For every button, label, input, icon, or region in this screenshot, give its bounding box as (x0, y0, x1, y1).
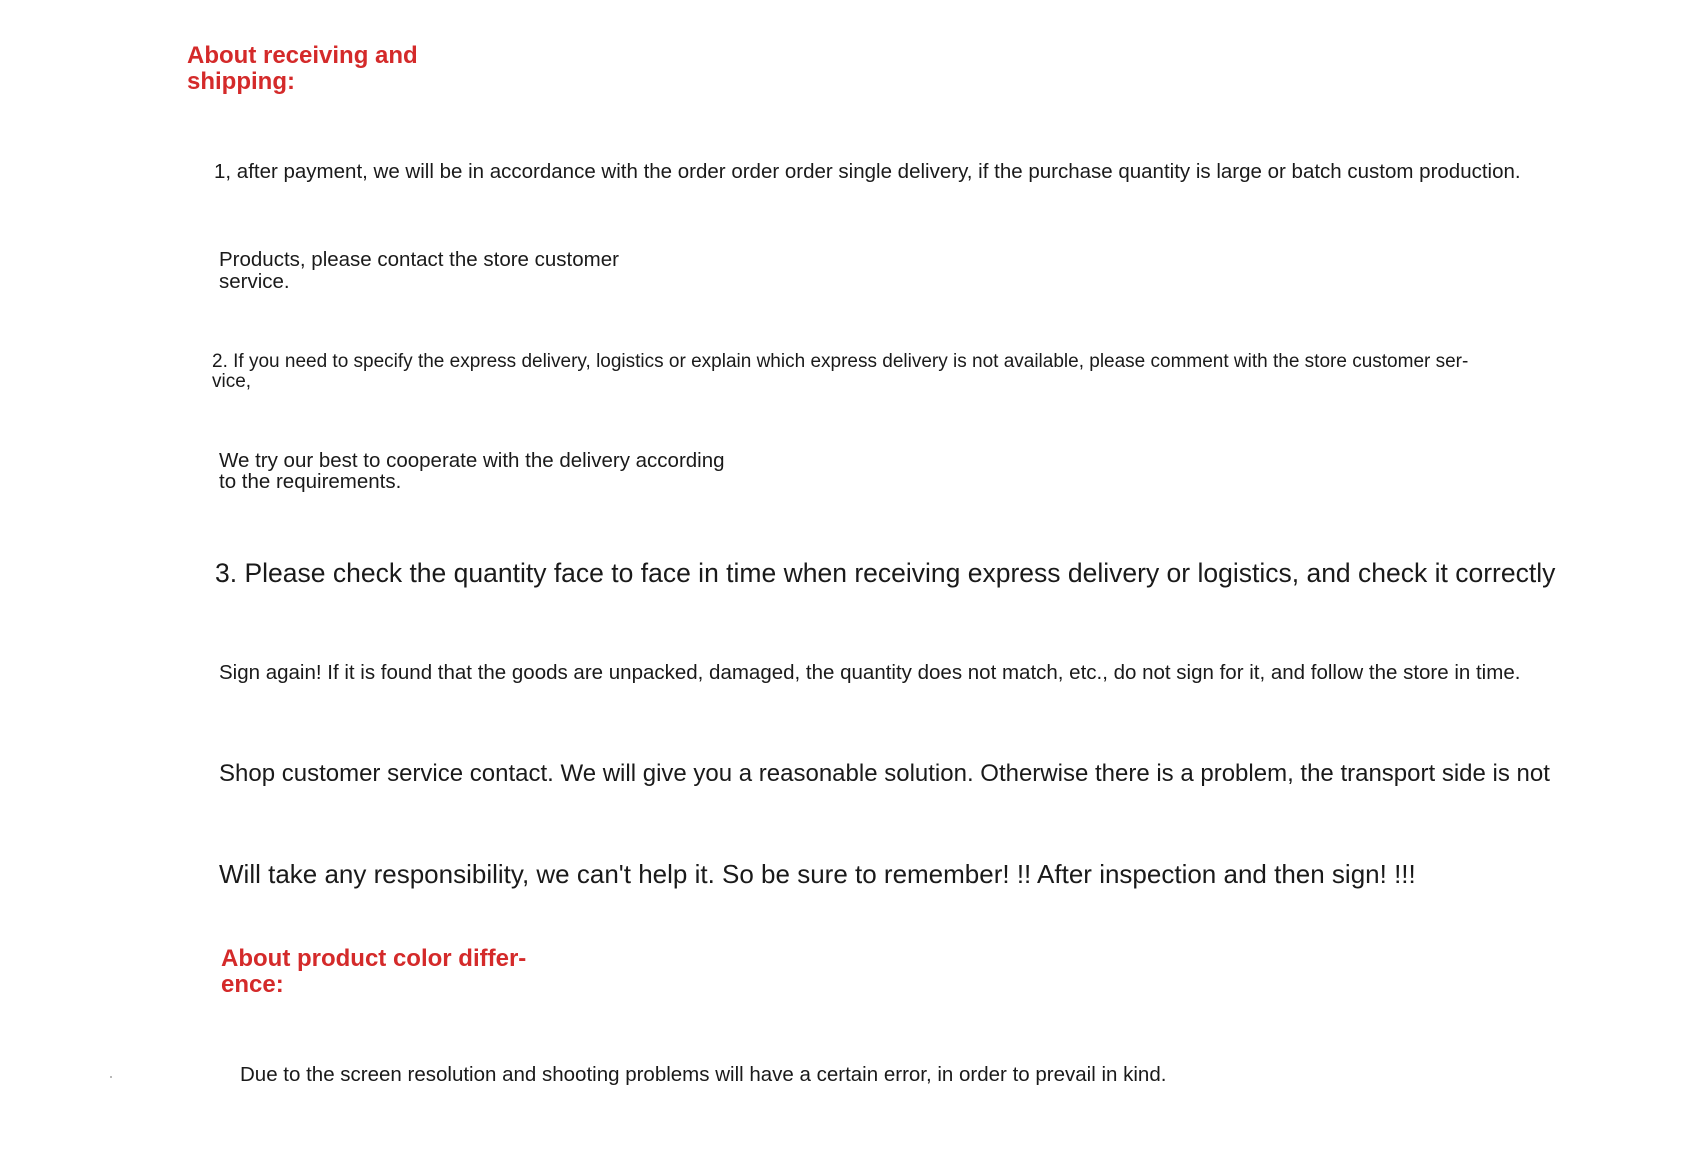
paragraph-customer-service-contact: Shop customer service contact. We will give you a reasonable solution. Otherwise there is a problem, the transport side is not (219, 760, 1550, 787)
paragraph-specify-express: 2. If you need to specify the express delivery, logistics or explain which express delivery is not available, please comment with the store customer ser- vice, (212, 351, 1469, 392)
paragraph-cooperate-delivery: We try our best to cooperate with the delivery according to the requirements. (219, 449, 725, 493)
paragraph-sign-again: Sign again! If it is found that the goods are unpacked, damaged, the quantity does not match, etc., do not sign for it, and follow the store in time. (219, 661, 1521, 684)
paragraph-payment-delivery: 1, after payment, we will be in accordance with the order order order single delivery, if the purchase quantity is large or batch custom production. (214, 160, 1521, 183)
heading-color-difference: About product color differ- ence: (221, 945, 527, 998)
paragraph-check-quantity: 3. Please check the quantity face to face in time when receiving express delivery or logistics, and check it correctly (215, 558, 1556, 588)
paragraph-contact-service: Products, please contact the store customer service. (219, 248, 619, 293)
decorative-speck (110, 1076, 112, 1078)
paragraph-responsibility: Will take any responsibility, we can't help it. So be sure to remember! !! After inspection and then sign! !!! (219, 859, 1416, 889)
heading-receiving-shipping: About receiving and shipping: (187, 42, 418, 95)
paragraph-screen-resolution: Due to the screen resolution and shooting problems will have a certain error, in order to prevail in kind. (240, 1063, 1167, 1086)
